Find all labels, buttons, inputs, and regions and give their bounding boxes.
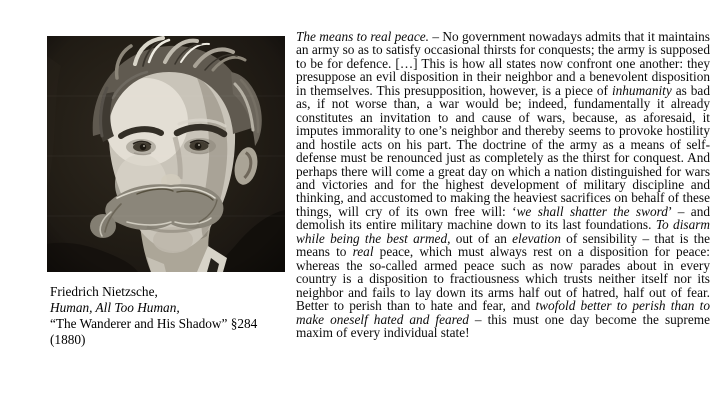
quote-block [296, 30, 710, 339]
caption-chapter: “The Wanderer and His Shadow” §284 [50, 316, 258, 331]
nietzsche-portrait [47, 36, 285, 272]
caption [50, 284, 296, 348]
quote-paragraph: The means to real peace. – No government nowadays admits that it maintains an army so as to satisfy occasional thirsts for conquests; the army is supposed to be for defence. […] This is how all states now confront one another: they presuppose an evil disposition in their neighbor and a benevolent disposition in themselves. This presupposition, however, is a piece of inhumanity as bad as, if not worse than, a war would be; indeed, fundamentally it already constitutes an invitation to and cause of wars, because, as aforesaid, it imputes immorality to one’s neighbor and thereby seems to provoke hostility and hostile acts on his part. The doctrine of the army as a means of self-defense must be renounced just as completely as the thirst for conquest. And perhaps there will come a great day on which a nation distinguished for wars and victories and for the highest development of military discipline and thinking, and accustomed to making the heaviest sacrifices on behalf of these things, will cry of its own free will: ‘we shall shatter the sword’ – and demolish its entire military machine down to its last foundations. To disarm while being the best armed, out of an elevation of sensibility – that is the means to real peace, which must always rest on a disposition for peace: whereas the so-called armed peace such as now parades about in every country is a disposition to fractiousness which trusts neither itself nor its neighbor and fails to lay down its arms half out of hatred, half out of fear. Better to perish than to hate and fear, and twofold better to perish than to make oneself hated and feared – this must one day become the supreme maxim of every individual state! [296, 29, 711, 340]
nietzsche-portrait-art [47, 36, 285, 272]
caption-author: Friedrich Nietzsche, [50, 284, 158, 299]
caption-year: (1880) [50, 332, 86, 347]
caption-work-title: Human, All Too Human, [50, 300, 180, 315]
